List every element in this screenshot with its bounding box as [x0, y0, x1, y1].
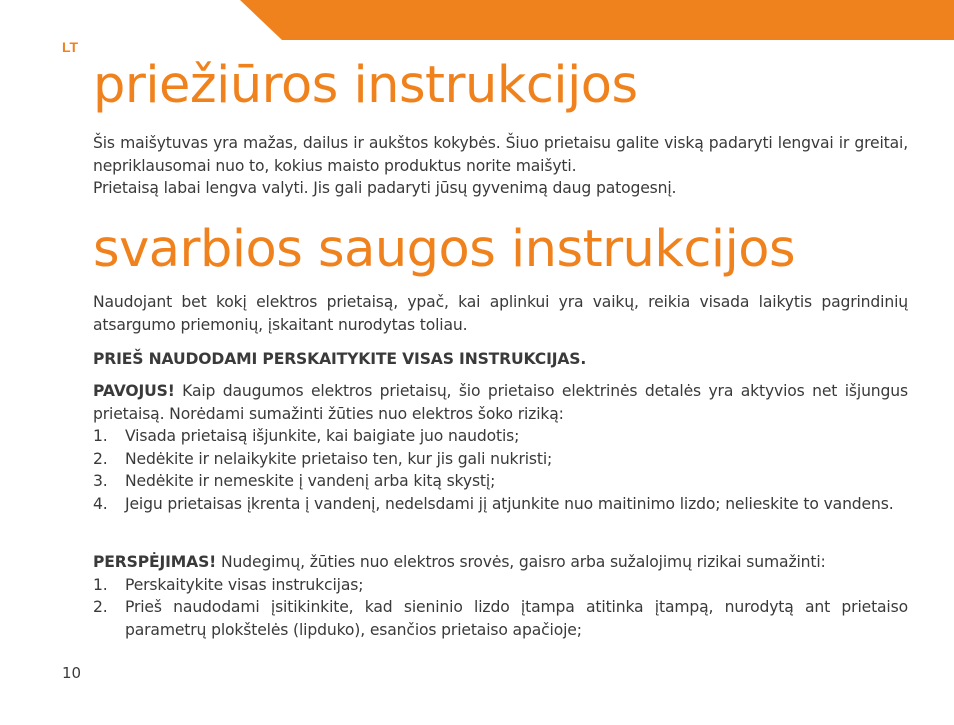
- warning-block: [93, 551, 908, 641]
- danger-label: PAVOJUS!: [93, 382, 175, 400]
- list-item-text: Prieš naudodami įsitikinkite, kad sieninio lizdo įtampa atitinka įtampą, nurodytą ant prietaiso parametrų plokštelės (lipduko), esančios prietaiso apačioje;: [125, 598, 908, 639]
- intro-paragraph-2: Prietaisą labai lengva valyti. Jis gali padaryti jūsų gyvenimą daug patogesnį.: [93, 179, 677, 197]
- list-number: 2.: [93, 598, 108, 616]
- list-item-text: Perskaitykite visas instrukcijas;: [125, 575, 364, 594]
- warning-paragraph: [93, 551, 908, 574]
- list-item: [93, 596, 908, 641]
- language-code: LT: [62, 39, 79, 55]
- section-title-safety: svarbios saugos instrukcijos: [93, 220, 796, 279]
- list-number: 4.: [93, 494, 108, 513]
- warning-label: PERSPĖJIMAS!: [93, 553, 217, 571]
- read-instructions-heading: [93, 348, 908, 371]
- danger-paragraph: [93, 380, 908, 425]
- section-title-maintenance: priežiūros instrukcijos: [93, 56, 638, 115]
- danger-list: [93, 425, 908, 515]
- danger-text: Kaip daugumos elektros prietaisų, šio prietaiso elektrinės detalės yra aktyvios net išjungus prietaisą. Norėdami sumažinti žūties nuo elektros šoko riziką:: [93, 382, 908, 423]
- list-number: 1.: [93, 427, 108, 445]
- list-number: 3.: [93, 472, 108, 490]
- list-item-text: Visada prietaisą išjunkite, kai baigiate juo naudotis;: [125, 427, 520, 445]
- list-item-text: Nedėkite ir nelaikykite prietaiso ten, kur jis gali nukristi;: [125, 449, 553, 468]
- safety-intro-paragraph: Naudojant bet kokį elektros prietaisą, ypač, kai aplinkui yra vaikų, reikia visada laikytis pagrindinių atsargumo priemonių, įskaitant nurodytas toliau.: [93, 293, 908, 334]
- safety-intro-block: [93, 291, 908, 336]
- page-number: 10: [62, 664, 82, 682]
- intro-paragraph: Šis maišytuvas yra mažas, dailus ir aukštos kokybės. Šiuo prietaisu galite viską padaryti lengvai ir greitai, nepriklausomai nuo to, kokius maisto produktus norite maišyti.: [93, 134, 908, 175]
- intro-block: [93, 132, 908, 200]
- list-item: [93, 448, 908, 471]
- list-item: [93, 493, 908, 516]
- danger-block: [93, 380, 908, 515]
- list-number: 2.: [93, 449, 108, 468]
- list-item: [93, 470, 908, 493]
- list-item-text: Nedėkite ir nemeskite į vandenį arba kitą skystį;: [125, 472, 496, 490]
- warning-list: [93, 574, 908, 642]
- read-instructions-text: PRIEŠ NAUDODAMI PERSKAITYKITE VISAS INSTRUKCIJAS.: [93, 350, 587, 368]
- warning-text: Nudegimų, žūties nuo elektros srovės, gaisro arba sužalojimų rizikai sumažinti:: [216, 553, 826, 571]
- orange-header-band: [0, 0, 954, 40]
- list-item-text: Jeigu prietaisas įkrenta į vandenį, nedelsdami jį atjunkite nuo maitinimo lizdo; nelieskite to vandens.: [125, 494, 894, 513]
- list-item: [93, 574, 908, 597]
- list-number: 1.: [93, 575, 108, 594]
- list-item: [93, 425, 908, 448]
